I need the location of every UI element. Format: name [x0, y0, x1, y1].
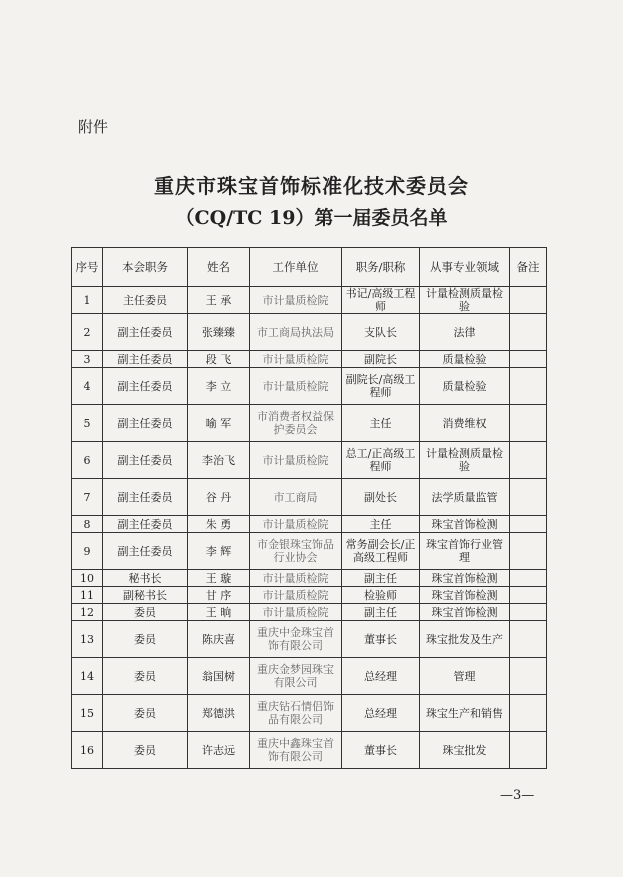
- cell-role: 委员: [103, 621, 188, 658]
- cell-title: 书记/高级工程师: [342, 287, 420, 314]
- cell-unit: 重庆中鑫珠宝首饰有限公司: [250, 732, 342, 769]
- cell-no: 9: [72, 533, 103, 570]
- cell-note: [510, 351, 547, 368]
- header-role: 本会职务: [103, 248, 188, 287]
- table-row: [72, 732, 547, 769]
- cell-name: 李治飞: [188, 442, 250, 479]
- cell-no: 2: [72, 314, 103, 351]
- cell-unit: 重庆中金珠宝首饰有限公司: [250, 621, 342, 658]
- cell-title: 董事长: [342, 732, 420, 769]
- cell-field: 珠宝首饰检测: [420, 570, 510, 587]
- cell-name: 许志远: [188, 732, 250, 769]
- cell-title: 常务副会长/正高级工程师: [342, 533, 420, 570]
- cell-note: [510, 658, 547, 695]
- table-row: [72, 287, 547, 314]
- table-row: [72, 533, 547, 570]
- cell-name: 段 飞: [188, 351, 250, 368]
- cell-unit: 市计量质检院: [250, 570, 342, 587]
- cell-unit: 市计量质检院: [250, 351, 342, 368]
- cell-note: [510, 516, 547, 533]
- cell-field: 计量检测质量检验: [420, 442, 510, 479]
- table-row: [72, 570, 547, 587]
- table-row: [72, 658, 547, 695]
- cell-role: 委员: [103, 658, 188, 695]
- cell-field: 计量检测质量检验: [420, 287, 510, 314]
- cell-unit: 市工商局执法局: [250, 314, 342, 351]
- cell-unit: 重庆钻石情侣饰品有限公司: [250, 695, 342, 732]
- cell-unit: 市计量质检院: [250, 587, 342, 604]
- cell-role: 副主任委员: [103, 405, 188, 442]
- cell-note: [510, 570, 547, 587]
- cell-title: 支队长: [342, 314, 420, 351]
- cell-role: 委员: [103, 695, 188, 732]
- cell-role: 秘书长: [103, 570, 188, 587]
- header-note: 备注: [510, 248, 547, 287]
- cell-note: [510, 533, 547, 570]
- cell-note: [510, 621, 547, 658]
- cell-no: 1: [72, 287, 103, 314]
- cell-no: 11: [72, 587, 103, 604]
- cell-role: 副秘书长: [103, 587, 188, 604]
- cell-note: [510, 287, 547, 314]
- cell-name: 郑德洪: [188, 695, 250, 732]
- cell-unit: 市计量质检院: [250, 604, 342, 621]
- cell-field: 管理: [420, 658, 510, 695]
- cell-title: 副主任: [342, 570, 420, 587]
- cell-note: [510, 604, 547, 621]
- cell-unit: 市计量质检院: [250, 287, 342, 314]
- header-no: 序号: [72, 248, 103, 287]
- cell-unit: 市金银珠宝饰品行业协会: [250, 533, 342, 570]
- cell-field: 法律: [420, 314, 510, 351]
- table-row: [72, 442, 547, 479]
- document-subtitle: （CQ/TC 19）第一届委员名单: [175, 207, 448, 229]
- cell-title: 主任: [342, 405, 420, 442]
- cell-no: 5: [72, 405, 103, 442]
- cell-no: 16: [72, 732, 103, 769]
- cell-title: 检验师: [342, 587, 420, 604]
- cell-no: 10: [72, 570, 103, 587]
- cell-no: 12: [72, 604, 103, 621]
- cell-role: 副主任委员: [103, 516, 188, 533]
- cell-title: 副主任: [342, 604, 420, 621]
- cell-name: 张臻臻: [188, 314, 250, 351]
- cell-no: 15: [72, 695, 103, 732]
- cell-field: 珠宝首饰检测: [420, 604, 510, 621]
- cell-title: 董事长: [342, 621, 420, 658]
- table-row: [72, 368, 547, 405]
- cell-name: 李 辉: [188, 533, 250, 570]
- cell-unit: 市计量质检院: [250, 516, 342, 533]
- table-row: [72, 621, 547, 658]
- table-row: [72, 479, 547, 516]
- cell-title: 副院长: [342, 351, 420, 368]
- cell-unit: 市工商局: [250, 479, 342, 516]
- cell-field: 珠宝首饰检测: [420, 516, 510, 533]
- cell-unit: 市计量质检院: [250, 368, 342, 405]
- cell-field: 珠宝首饰行业管理: [420, 533, 510, 570]
- cell-role: 主任委员: [103, 287, 188, 314]
- cell-no: 3: [72, 351, 103, 368]
- cell-name: 王 璇: [188, 570, 250, 587]
- cell-title: 总经理: [342, 695, 420, 732]
- header-title: 职务/职称: [342, 248, 420, 287]
- cell-no: 13: [72, 621, 103, 658]
- cell-note: [510, 695, 547, 732]
- table-header-row: [72, 248, 547, 287]
- attachment-label: 附件: [78, 118, 109, 136]
- cell-note: [510, 314, 547, 351]
- header-name: 姓名: [188, 248, 250, 287]
- cell-role: 副主任委员: [103, 351, 188, 368]
- cell-title: 总工/正高级工程师: [342, 442, 420, 479]
- cell-no: 8: [72, 516, 103, 533]
- cell-field: 珠宝批发: [420, 732, 510, 769]
- cell-name: 谷 丹: [188, 479, 250, 516]
- cell-name: 王 承: [188, 287, 250, 314]
- table-row: [72, 695, 547, 732]
- cell-note: [510, 479, 547, 516]
- cell-note: [510, 442, 547, 479]
- cell-unit: 重庆金梦园珠宝有限公司: [250, 658, 342, 695]
- cell-no: 14: [72, 658, 103, 695]
- header-unit: 工作单位: [250, 248, 342, 287]
- cell-role: 副主任委员: [103, 479, 188, 516]
- cell-field: 质量检验: [420, 368, 510, 405]
- page-number: —3—: [500, 788, 535, 803]
- cell-name: 甘 序: [188, 587, 250, 604]
- cell-title: 总经理: [342, 658, 420, 695]
- table-row: [72, 604, 547, 621]
- cell-role: 副主任委员: [103, 533, 188, 570]
- cell-field: 珠宝生产和销售: [420, 695, 510, 732]
- cell-field: 质量检验: [420, 351, 510, 368]
- cell-title: 主任: [342, 516, 420, 533]
- cell-role: 副主任委员: [103, 442, 188, 479]
- cell-field: 消费维权: [420, 405, 510, 442]
- cell-unit: 市消费者权益保护委员会: [250, 405, 342, 442]
- document-title: 重庆市珠宝首饰标准化技术委员会: [154, 174, 469, 198]
- table-row: [72, 314, 547, 351]
- cell-no: 7: [72, 479, 103, 516]
- table-row: [72, 516, 547, 533]
- table-row: [72, 405, 547, 442]
- cell-name: 翁国树: [188, 658, 250, 695]
- header-field: 从事专业领域: [420, 248, 510, 287]
- cell-name: 陈庆喜: [188, 621, 250, 658]
- cell-note: [510, 587, 547, 604]
- cell-role: 委员: [103, 732, 188, 769]
- cell-field: 法学质量监管: [420, 479, 510, 516]
- cell-title: 副院长/高级工程师: [342, 368, 420, 405]
- member-table: [71, 247, 547, 769]
- cell-field: 珠宝首饰检测: [420, 587, 510, 604]
- cell-note: [510, 368, 547, 405]
- cell-field: 珠宝批发及生产: [420, 621, 510, 658]
- cell-role: 副主任委员: [103, 368, 188, 405]
- cell-no: 6: [72, 442, 103, 479]
- cell-title: 副处长: [342, 479, 420, 516]
- cell-name: 朱 勇: [188, 516, 250, 533]
- cell-role: 副主任委员: [103, 314, 188, 351]
- cell-name: 王 晌: [188, 604, 250, 621]
- cell-unit: 市计量质检院: [250, 442, 342, 479]
- cell-name: 李 立: [188, 368, 250, 405]
- table-row: [72, 351, 547, 368]
- cell-name: 喻 军: [188, 405, 250, 442]
- cell-note: [510, 732, 547, 769]
- table-row: [72, 587, 547, 604]
- cell-no: 4: [72, 368, 103, 405]
- cell-note: [510, 405, 547, 442]
- cell-role: 委员: [103, 604, 188, 621]
